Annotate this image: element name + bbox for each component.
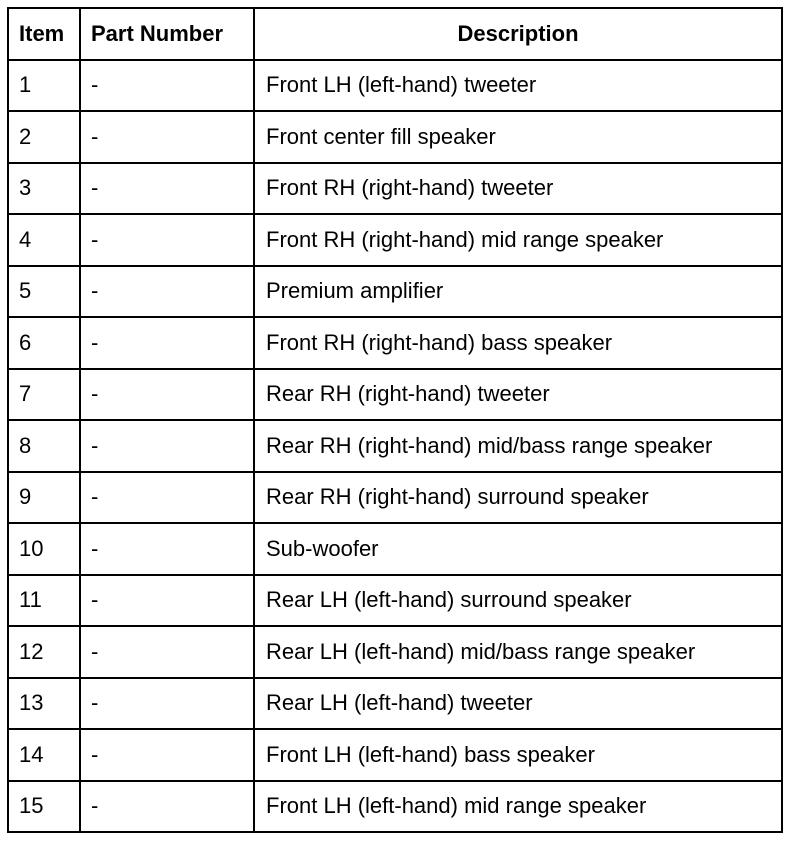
table-row [8,163,782,215]
cell-item: 2 [8,111,80,163]
cell-item: 3 [8,163,80,215]
cell-part-number: - [80,729,254,781]
cell-item: 13 [8,678,80,730]
cell-part-number: - [80,317,254,369]
cell-description: Front RH (right-hand) mid range speaker [254,214,782,266]
header-part-number: Part Number [80,8,254,60]
cell-description: Front LH (left-hand) bass speaker [254,729,782,781]
cell-item: 5 [8,266,80,318]
cell-item: 1 [8,60,80,112]
cell-description: Rear LH (left-hand) tweeter [254,678,782,730]
cell-item: 11 [8,575,80,627]
cell-part-number: - [80,369,254,421]
cell-description: Front RH (right-hand) bass speaker [254,317,782,369]
table-row [8,60,782,112]
header-description: Description [254,8,782,60]
table-row [8,626,782,678]
parts-table [7,7,783,833]
cell-part-number: - [80,472,254,524]
table-row [8,111,782,163]
table-row [8,369,782,421]
cell-part-number: - [80,523,254,575]
cell-description: Sub-woofer [254,523,782,575]
table-row [8,575,782,627]
cell-description: Front LH (left-hand) mid range speaker [254,781,782,833]
cell-description: Rear RH (right-hand) tweeter [254,369,782,421]
cell-description: Front LH (left-hand) tweeter [254,60,782,112]
table-row [8,523,782,575]
cell-part-number: - [80,60,254,112]
table-row [8,420,782,472]
cell-item: 10 [8,523,80,575]
parts-table-container [7,7,781,833]
cell-description: Rear RH (right-hand) surround speaker [254,472,782,524]
cell-item: 12 [8,626,80,678]
cell-part-number: - [80,163,254,215]
cell-part-number: - [80,626,254,678]
cell-part-number: - [80,214,254,266]
cell-part-number: - [80,678,254,730]
table-row [8,678,782,730]
table-row [8,317,782,369]
cell-description: Front center fill speaker [254,111,782,163]
cell-part-number: - [80,111,254,163]
table-row [8,214,782,266]
table-row [8,729,782,781]
cell-item: 8 [8,420,80,472]
cell-item: 7 [8,369,80,421]
cell-item: 9 [8,472,80,524]
cell-part-number: - [80,781,254,833]
cell-item: 6 [8,317,80,369]
table-row [8,781,782,833]
cell-item: 4 [8,214,80,266]
cell-part-number: - [80,420,254,472]
cell-description: Rear LH (left-hand) surround speaker [254,575,782,627]
cell-description: Rear RH (right-hand) mid/bass range speaker [254,420,782,472]
cell-item: 15 [8,781,80,833]
cell-description: Rear LH (left-hand) mid/bass range speaker [254,626,782,678]
header-item: Item [8,8,80,60]
cell-item: 14 [8,729,80,781]
cell-part-number: - [80,575,254,627]
cell-description: Premium amplifier [254,266,782,318]
table-row [8,472,782,524]
header-row [8,8,782,60]
cell-description: Front RH (right-hand) tweeter [254,163,782,215]
cell-part-number: - [80,266,254,318]
table-row [8,266,782,318]
